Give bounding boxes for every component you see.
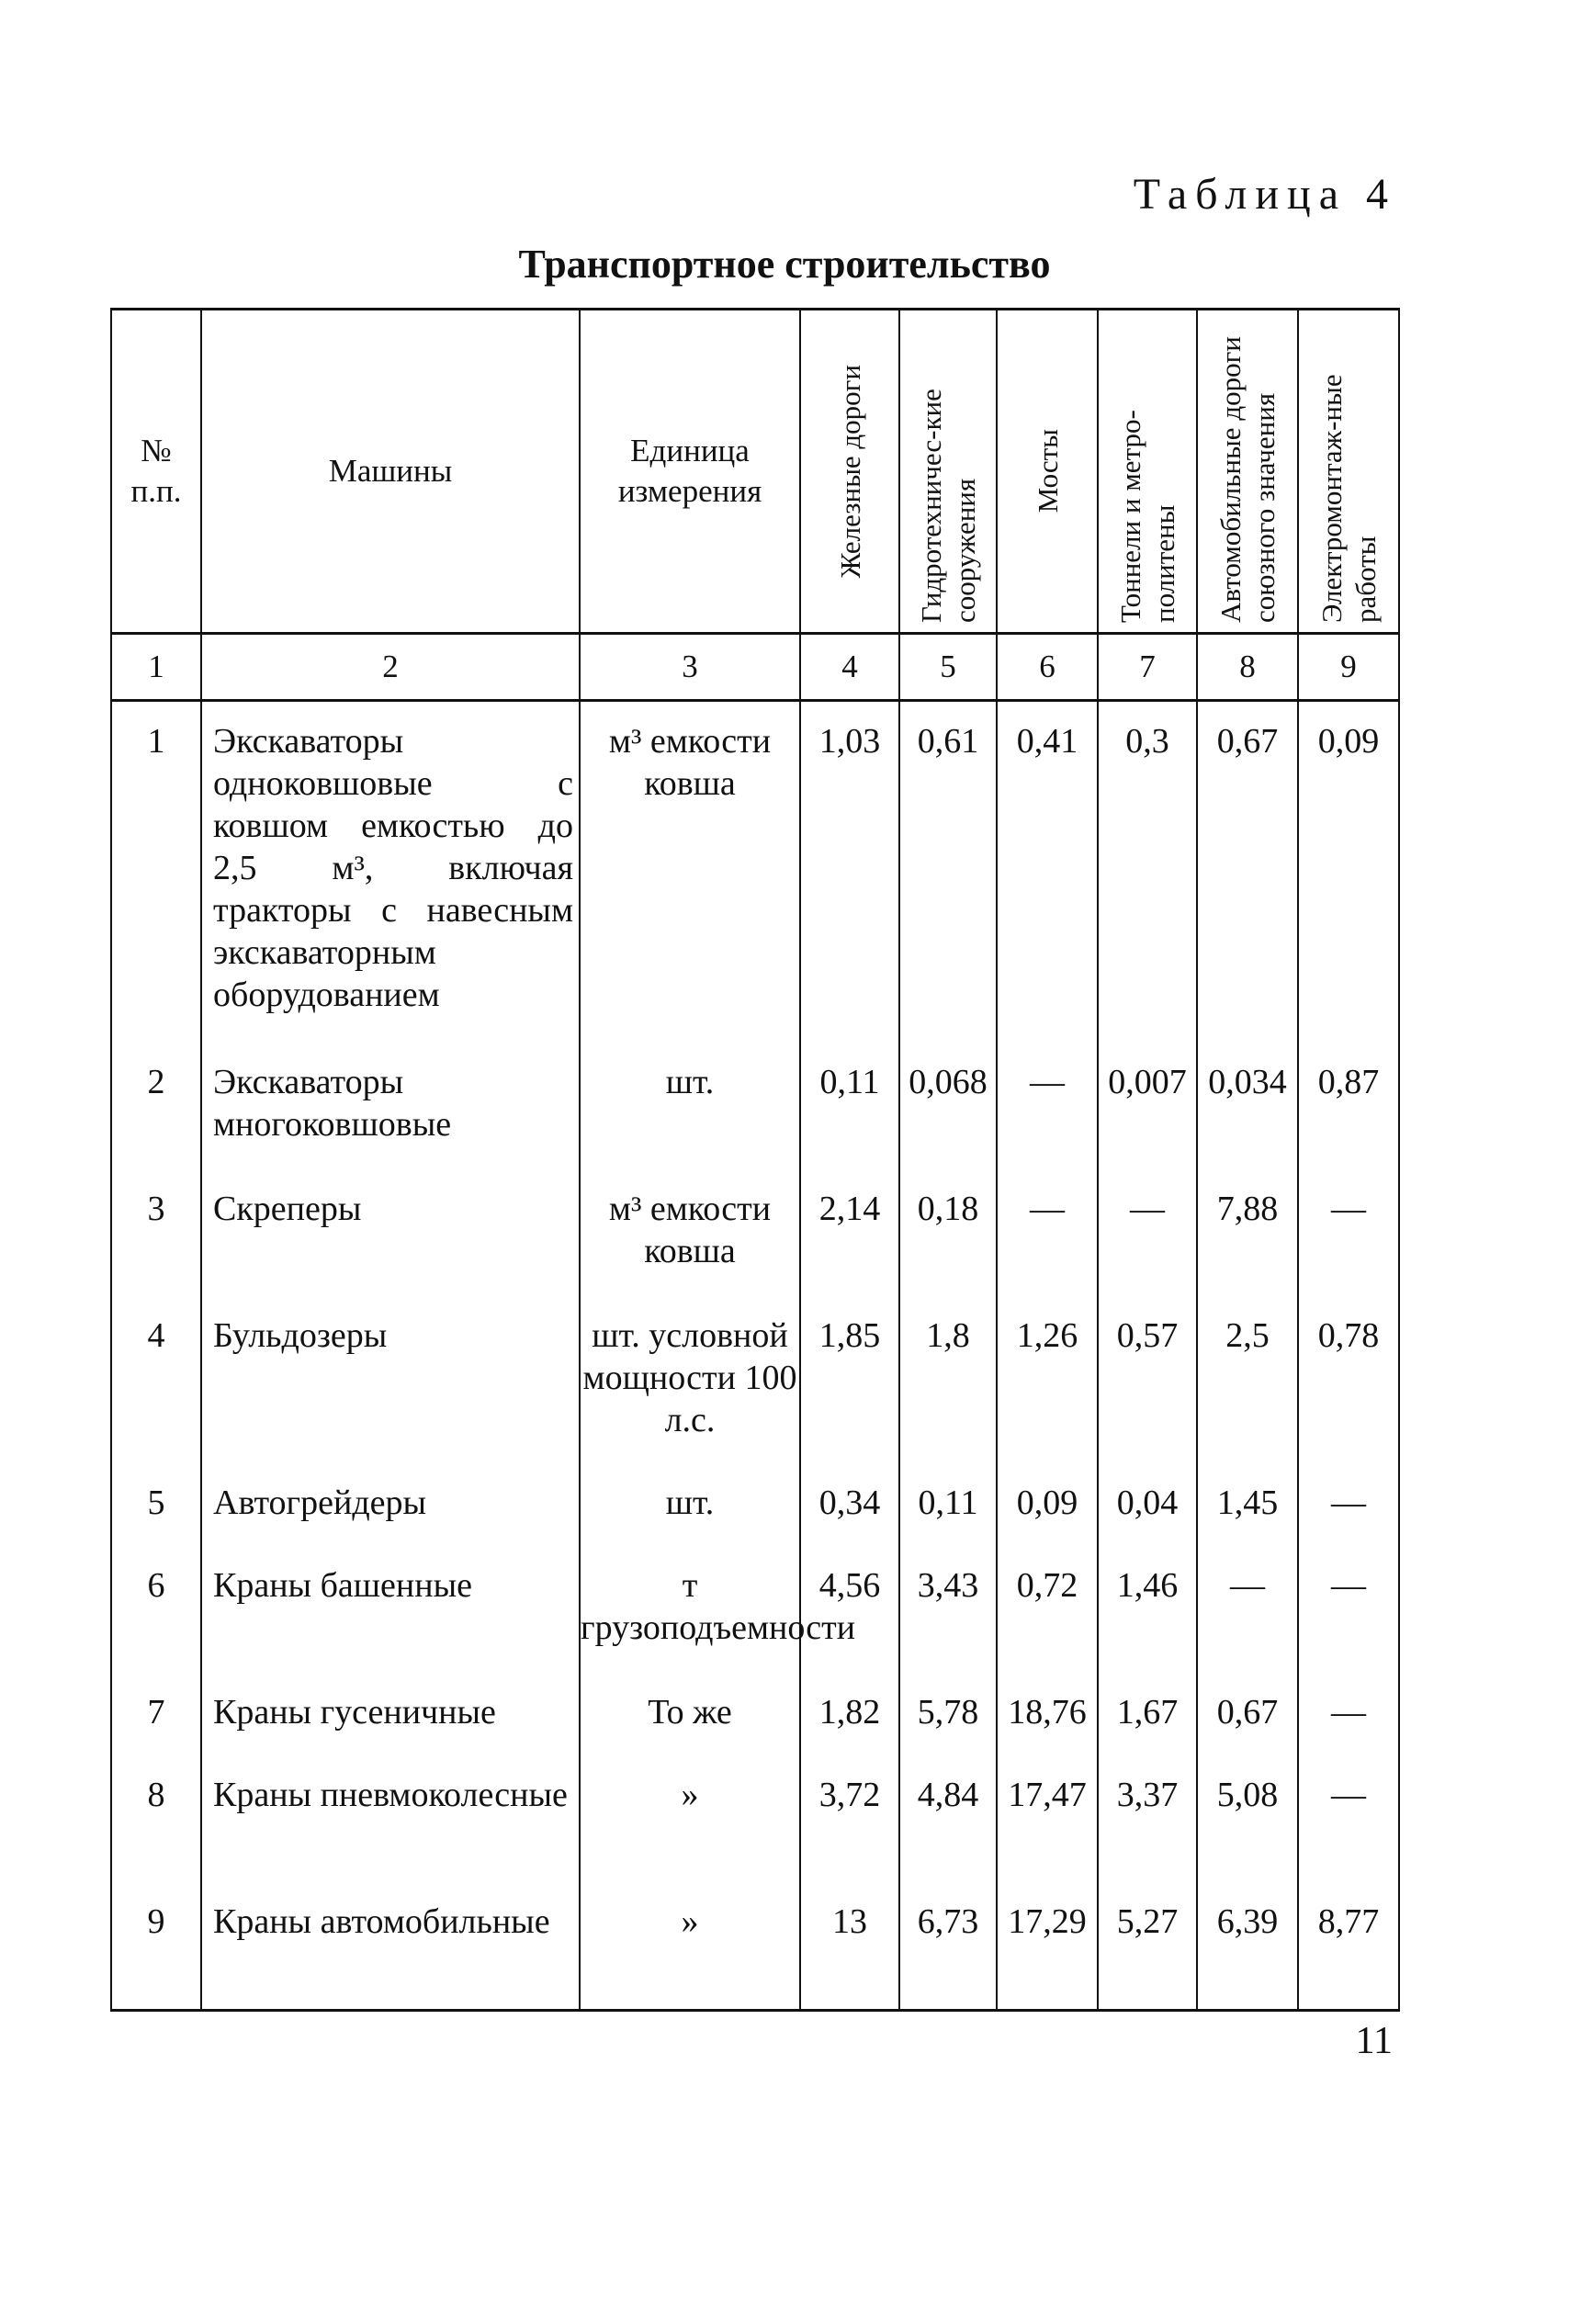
- unit-of-measure: м³ емкости ковша: [580, 1169, 800, 1296]
- value-cell: 3,37: [1098, 1755, 1197, 1882]
- value-cell: 1,67: [1098, 1673, 1197, 1755]
- value-cell: 0,11: [800, 1043, 899, 1169]
- table-title: Транспортное строительство: [518, 242, 1051, 287]
- value-cell: —: [1098, 1169, 1197, 1296]
- value-cell: 0,034: [1197, 1043, 1298, 1169]
- table-row: [111, 1296, 1399, 1463]
- unit-of-measure: т грузоподъемности: [580, 1546, 800, 1673]
- column-number: 7: [1098, 634, 1197, 701]
- data-table: [110, 308, 1400, 2012]
- machine-name: Скреперы: [201, 1169, 580, 1296]
- value-cell: 7,88: [1197, 1169, 1298, 1296]
- value-cell: 3,43: [899, 1546, 997, 1673]
- column-number: 3: [580, 634, 800, 701]
- value-cell: 0,67: [1197, 1673, 1298, 1755]
- value-cell: 0,04: [1098, 1463, 1197, 1546]
- value-cell: 5,08: [1197, 1755, 1298, 1882]
- header-col-4: Железные дороги: [800, 310, 899, 634]
- column-number: 6: [997, 634, 1098, 701]
- value-cell: 0,87: [1298, 1043, 1399, 1169]
- header-col-9: Электромонтаж-ные работы: [1298, 310, 1399, 634]
- row-number: 2: [111, 1043, 201, 1169]
- machine-name: Краны гусеничные: [201, 1673, 580, 1755]
- value-cell: —: [997, 1043, 1098, 1169]
- value-cell: 1,03: [800, 701, 899, 1043]
- value-cell: 5,27: [1098, 1882, 1197, 2011]
- value-cell: —: [1298, 1755, 1399, 1882]
- value-cell: —: [1298, 1546, 1399, 1673]
- unit-of-measure: м³ емкости ковша: [580, 701, 800, 1043]
- value-cell: 0,09: [1298, 701, 1399, 1043]
- unit-of-measure: шт.: [580, 1043, 800, 1169]
- header-row: [111, 310, 1399, 634]
- column-number: 1: [111, 634, 201, 701]
- value-cell: 2,5: [1197, 1296, 1298, 1463]
- value-cell: 5,78: [899, 1673, 997, 1755]
- value-cell: 13: [800, 1882, 899, 2011]
- value-cell: 3,72: [800, 1755, 899, 1882]
- machine-name: Автогрейдеры: [201, 1463, 580, 1546]
- header-col-7: Тоннели и метро-политены: [1098, 310, 1197, 634]
- table-row: [111, 1043, 1399, 1169]
- header-unit: Единица измерения: [580, 310, 800, 634]
- row-number: 1: [111, 701, 201, 1043]
- table-row: [111, 1546, 1399, 1673]
- table-label: Таблица 4: [1133, 170, 1396, 219]
- column-number: 2: [201, 634, 580, 701]
- value-cell: 0,41: [997, 701, 1098, 1043]
- value-cell: 0,57: [1098, 1296, 1197, 1463]
- table-row: [111, 1169, 1399, 1296]
- value-cell: 0,18: [899, 1169, 997, 1296]
- unit-of-measure: шт.: [580, 1463, 800, 1546]
- table-row: [111, 1463, 1399, 1546]
- value-cell: 0,72: [997, 1546, 1098, 1673]
- header-machines: Машины: [201, 310, 580, 634]
- header-col-6: Мосты: [997, 310, 1098, 634]
- value-cell: 0,068: [899, 1043, 997, 1169]
- value-cell: 4,56: [800, 1546, 899, 1673]
- value-cell: 2,14: [800, 1169, 899, 1296]
- value-cell: 6,73: [899, 1882, 997, 2011]
- value-cell: 1,82: [800, 1673, 899, 1755]
- row-number: 3: [111, 1169, 201, 1296]
- header-col-8: Автомобильные дороги союзного значения: [1197, 310, 1298, 634]
- row-number: 9: [111, 1882, 201, 2011]
- table-row: [111, 1882, 1399, 2011]
- row-number: 5: [111, 1463, 201, 1546]
- value-cell: —: [997, 1169, 1098, 1296]
- table-row: [111, 701, 1399, 1043]
- unit-of-measure: шт. условной мощности 100 л.с.: [580, 1296, 800, 1463]
- value-cell: 17,29: [997, 1882, 1098, 2011]
- value-cell: 1,26: [997, 1296, 1098, 1463]
- column-number-row: [111, 634, 1399, 701]
- machine-name: Краны башенные: [201, 1546, 580, 1673]
- unit-of-measure: То же: [580, 1673, 800, 1755]
- value-cell: 6,39: [1197, 1882, 1298, 2011]
- page-number: 11: [1355, 2020, 1393, 2062]
- machine-name: Краны пневмоколесные: [201, 1755, 580, 1882]
- machine-name: Краны автомобильные: [201, 1882, 580, 2011]
- header-num: № п.п.: [111, 310, 201, 634]
- header-col-5: Гидротехничес-кие сооружения: [899, 310, 997, 634]
- value-cell: 1,85: [800, 1296, 899, 1463]
- value-cell: —: [1298, 1673, 1399, 1755]
- table-row: [111, 1673, 1399, 1755]
- value-cell: 0,11: [899, 1463, 997, 1546]
- value-cell: 4,84: [899, 1755, 997, 1882]
- value-cell: 18,76: [997, 1673, 1098, 1755]
- value-cell: 0,78: [1298, 1296, 1399, 1463]
- table-row: [111, 1755, 1399, 1882]
- column-number: 5: [899, 634, 997, 701]
- machine-name: Экскаваторы многоковшовые: [201, 1043, 580, 1169]
- value-cell: 0,34: [800, 1463, 899, 1546]
- value-cell: —: [1298, 1463, 1399, 1546]
- row-number: 4: [111, 1296, 201, 1463]
- unit-of-measure: »: [580, 1755, 800, 1882]
- column-number: 4: [800, 634, 899, 701]
- column-number: 9: [1298, 634, 1399, 701]
- machine-name: Бульдозеры: [201, 1296, 580, 1463]
- column-number: 8: [1197, 634, 1298, 701]
- value-cell: 0,67: [1197, 701, 1298, 1043]
- row-number: 6: [111, 1546, 201, 1673]
- machine-name: Экскаваторы одноковшовые с ковшом емкостью до 2,5 м³, включая тракторы с навесным экскаваторным оборудованием: [201, 701, 580, 1043]
- row-number: 7: [111, 1673, 201, 1755]
- value-cell: —: [1197, 1546, 1298, 1673]
- value-cell: —: [1298, 1169, 1399, 1296]
- value-cell: 1,8: [899, 1296, 997, 1463]
- unit-of-measure: »: [580, 1882, 800, 2011]
- value-cell: 1,46: [1098, 1546, 1197, 1673]
- value-cell: 1,45: [1197, 1463, 1298, 1546]
- row-number: 8: [111, 1755, 201, 1882]
- value-cell: 0,09: [997, 1463, 1098, 1546]
- value-cell: 17,47: [997, 1755, 1098, 1882]
- value-cell: 8,77: [1298, 1882, 1399, 2011]
- value-cell: 0,3: [1098, 701, 1197, 1043]
- value-cell: 0,007: [1098, 1043, 1197, 1169]
- value-cell: 0,61: [899, 701, 997, 1043]
